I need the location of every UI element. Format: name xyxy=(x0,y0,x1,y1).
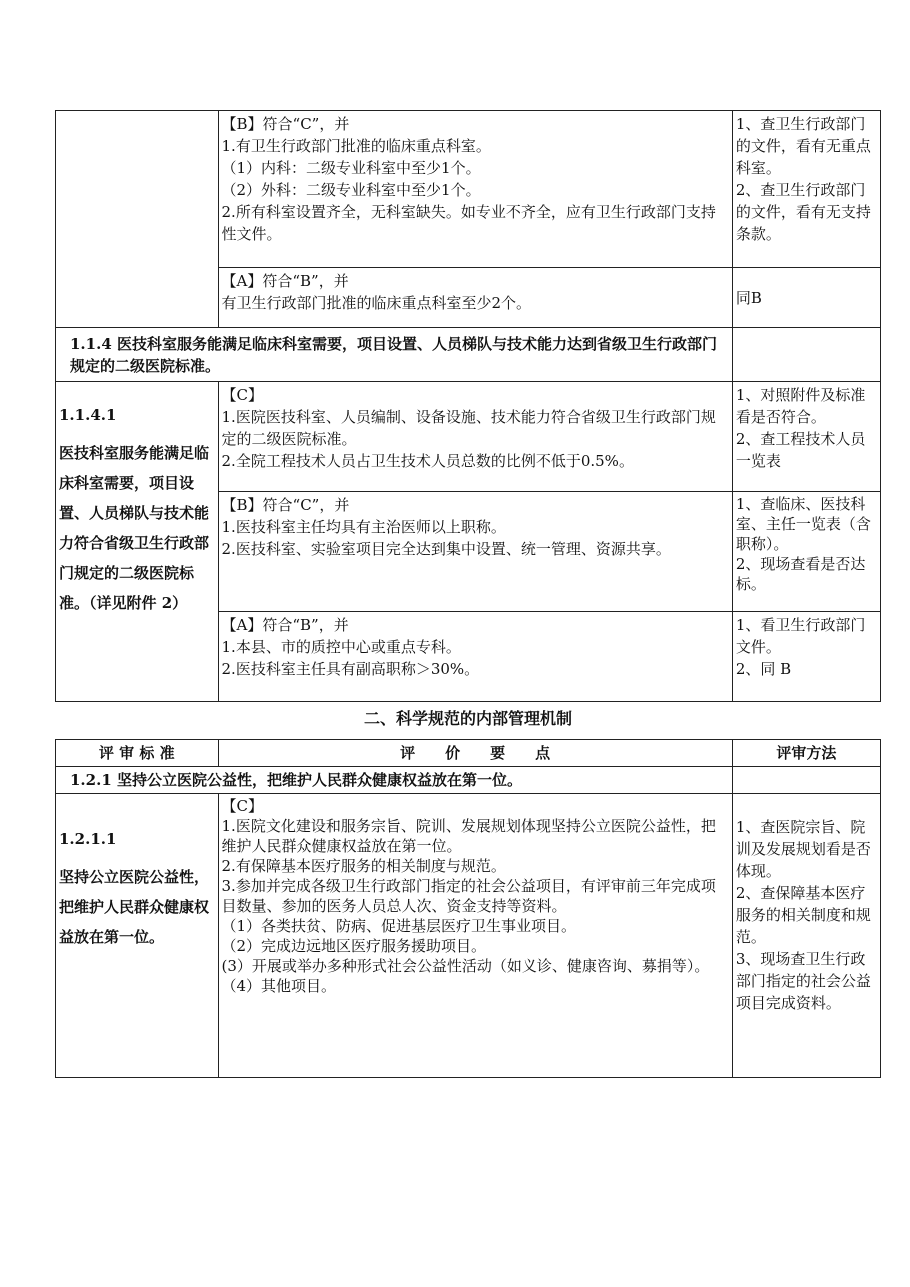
method-cell xyxy=(732,268,880,328)
method-cell xyxy=(732,111,880,268)
criteria-line: 【B】符合“C”，并 xyxy=(221,115,350,133)
table-row xyxy=(56,111,881,268)
criteria-line: 有卫生行政部门批准的临床重点科室至少2个。 xyxy=(221,294,532,312)
method-line: 1、对照附件及标准看是否符合。 xyxy=(735,386,866,426)
criteria-line: 1.本县、市的质控中心或重点专科。 xyxy=(221,638,461,656)
header-row xyxy=(56,740,881,767)
standard-cell-empty xyxy=(56,111,219,328)
standards-table-2 xyxy=(55,739,881,1078)
method-cell xyxy=(732,382,880,492)
method-cell-empty xyxy=(732,328,880,382)
criteria-line: 1.有卫生行政部门批准的临床重点科室。 xyxy=(221,137,491,155)
criteria-line: 2.有保障基本医疗服务的相关制度与规范。 xyxy=(221,857,506,875)
section-title: 1.1.4 医技科室服务能满足临床科室需要，项目设置、人员梯队与技术能力达到省级卫生行政部门规定的二级医院标准。 xyxy=(56,328,733,382)
criteria-line: 【C】 xyxy=(221,386,263,404)
criteria-cell xyxy=(218,111,732,268)
standards-table-1 xyxy=(55,110,881,702)
section-title: 1.2.1 坚持公立医院公益性，把维护人民群众健康权益放在第一位。 xyxy=(56,767,733,794)
method-line: 2、现场查看是否达标。 xyxy=(735,555,866,593)
method-line: 2、查工程技术人员一览表 xyxy=(735,430,866,470)
standard-text: 坚持公立医院公益性，把维护人民群众健康权益放在第一位。 xyxy=(59,868,210,946)
criteria-line: 2.全院工程技术人员占卫生技术人员总数的比例不低于0.5%。 xyxy=(221,452,634,470)
method-line: 2、查保障基本医疗服务的相关制度和规范。 xyxy=(735,884,871,946)
criteria-cell xyxy=(218,794,732,1078)
criteria-line: （2）完成边远地区医疗服务援助项目。 xyxy=(221,937,487,955)
header-standard: 评 审 标 准 xyxy=(56,740,219,767)
section-heading: 二、科学规范的内部管理机制 xyxy=(363,709,572,728)
section-row xyxy=(56,767,881,794)
criteria-line: （2）外科：二级专业科室中至少1个。 xyxy=(221,181,481,199)
criteria-cell xyxy=(218,612,732,702)
method-cell xyxy=(732,612,880,702)
criteria-line: 2.医技科室、实验室项目完全达到集中设置、统一管理、资源共享。 xyxy=(221,540,671,558)
criteria-cell xyxy=(218,268,732,328)
standard-cell xyxy=(56,794,219,1078)
method-cell xyxy=(732,794,880,1078)
criteria-line: （1）各类扶贫、防病、促进基层医疗卫生事业项目。 xyxy=(221,917,577,935)
criteria-line: 1.医院医技科室、人员编制、设备设施、技术能力符合省级卫生行政部门规定的二级医院标准。 xyxy=(221,408,716,448)
criteria-line: 【A】符合“B”，并 xyxy=(221,616,349,634)
method-line: 1、查临床、医技科室、主任一览表（含职称）。 xyxy=(735,495,871,553)
method-cell xyxy=(732,492,880,612)
criteria-line: 【B】符合“C”，并 xyxy=(221,496,350,514)
criteria-line: （4）其他项目。 xyxy=(221,977,337,995)
criteria-line: （1）内科：二级专业科室中至少1个。 xyxy=(221,159,481,177)
criteria-line: 2.医技科室主任具有副高职称＞30%。 xyxy=(221,660,480,678)
standard-id: 1.2.1.1 xyxy=(59,830,117,848)
method-line: 2、同 B xyxy=(735,660,792,678)
standard-cell xyxy=(56,382,219,702)
method-line: 3、现场查卫生行政部门指定的社会公益项目完成资料。 xyxy=(735,950,871,1012)
method-line: 同B xyxy=(735,288,762,307)
criteria-line: 【C】 xyxy=(221,797,263,815)
method-line: 1、查医院宗旨、院训及发展规划看是否体现。 xyxy=(735,818,871,880)
header-method: 评审方法 xyxy=(732,740,880,767)
method-line: 1、查卫生行政部门的文件，看有无重点科室。 xyxy=(735,115,871,177)
method-cell-empty xyxy=(732,767,880,794)
criteria-line: 【A】符合“B”，并 xyxy=(221,272,349,290)
criteria-cell xyxy=(218,382,732,492)
method-line: 1、看卫生行政部门文件。 xyxy=(735,616,866,656)
section-row xyxy=(56,328,881,382)
header-criteria: 评 价 要 点 xyxy=(218,740,732,767)
criteria-line: 2.所有科室设置齐全，无科室缺失。如专业不齐全，应有卫生行政部门支持性文件。 xyxy=(221,203,716,243)
criteria-line: 1.医技科室主任均具有主治医师以上职称。 xyxy=(221,518,506,536)
criteria-line: 1.医院文化建设和服务宗旨、院训、发展规划体现坚持公立医院公益性，把维护人民群众健康权益放在第一位。 xyxy=(221,817,716,855)
table-row xyxy=(56,794,881,1078)
criteria-line: (3）开展或举办多种形式社会公益性活动（如义诊、健康咨询、募捐等）。 xyxy=(221,957,710,975)
method-line: 2、查卫生行政部门的文件，看有无支持条款。 xyxy=(735,181,871,243)
standard-id: 1.1.4.1 xyxy=(59,406,117,424)
criteria-cell xyxy=(218,492,732,612)
table-row xyxy=(56,382,881,492)
criteria-line: 3.参加并完成各级卫生行政部门指定的社会公益项目，有评审前三年完成项目数量、参加的医务人员总人次、资金支持等资料。 xyxy=(221,877,716,915)
standard-text: 医技科室服务能满足临床科室需要，项目设置、人员梯队与技术能力符合省级卫生行政部门规定的二级医院标准。（详见附件 2） xyxy=(59,444,210,612)
